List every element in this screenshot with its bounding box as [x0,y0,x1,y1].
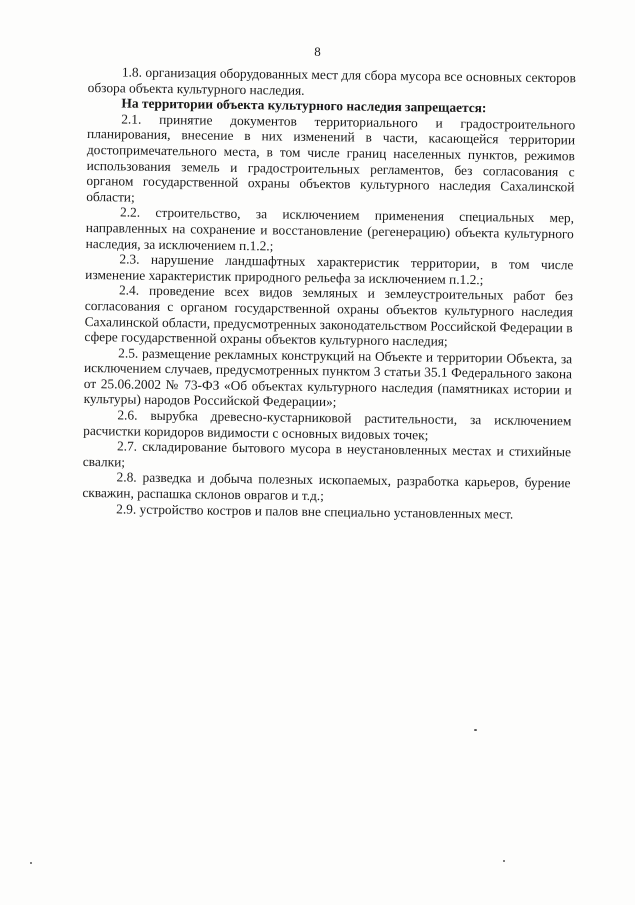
paragraph-2-8: 2.8. разведка и добыча полезных ископаемых, разработка карьеров, бурение скважин, распашка склонов оврагов и т.д.; [82,469,571,504]
paragraph-1-8: 1.8. организация оборудованных мест для сбора мусора все основных секторов обзора объекта культурного наследия. [87,64,576,98]
paragraph-2-3: 2.3. нарушение ландшафтных характеристик территории, в том числе изменение характеристик природного рельефа за исключением п.1.2.; [85,251,574,287]
scan-speck [474,729,477,731]
paragraph-2-7: 2.7. складирование бытового мусора в неустановленных местах и стихийные свалки; [82,438,572,470]
scan-speck [503,860,505,862]
scan-speck [30,862,32,864]
paragraph-2-6: 2.6. вырубка древесно-кустарниковой растительности, за исключением расчистки коридоров видимости с основных видовых точек; [83,407,572,443]
paragraph-2-5: 2.5. размещение рекламных конструкций на Объекте и территории Объекта, за исключением случаев, предусмотренных пунктом 3 статьи 35.1 Федерального закона от 25.06.2002 № 73-ФЗ «Об объектах культурного наследия (памятниках истории и культуры) народов Российской Федерации»; [83,345,573,410]
paragraph-2-9: 2.9. устройство костров и палов вне специально установленных мест. [116,501,514,522]
page-number: 8 [314,44,321,59]
section-heading: На территории объекта культурного наследия запрещается: [121,95,487,116]
paragraph-2-4: 2.4. проведение всех видов земляных и землеустроительных работ без согласования с органом государственной охраны объектов культурного наследия Сахалинской области, предусмотренных законодательством Российской Федерации в сфере государственной охраны объектов культурного наследия; [84,282,574,349]
paragraph-2-2: 2.2. строительство, за исключением применения специальных мер, направленных на сохранение и восстановление (регенерацию) объекта культурного наследия, за исключением п.1.2.; [85,204,575,253]
document-body [82,64,576,523]
paragraph-2-1: 2.1. принятие документов территориального и градостроительного планирования, внесение в них изменений в части, касающейся территории достопримечательного места, в том числе границ населенных пунктов, режимов использования земель и градостроительных регламентов, без согласования с органом государственной охраны объектов культурного наследия Сахалинской области; [86,111,576,205]
